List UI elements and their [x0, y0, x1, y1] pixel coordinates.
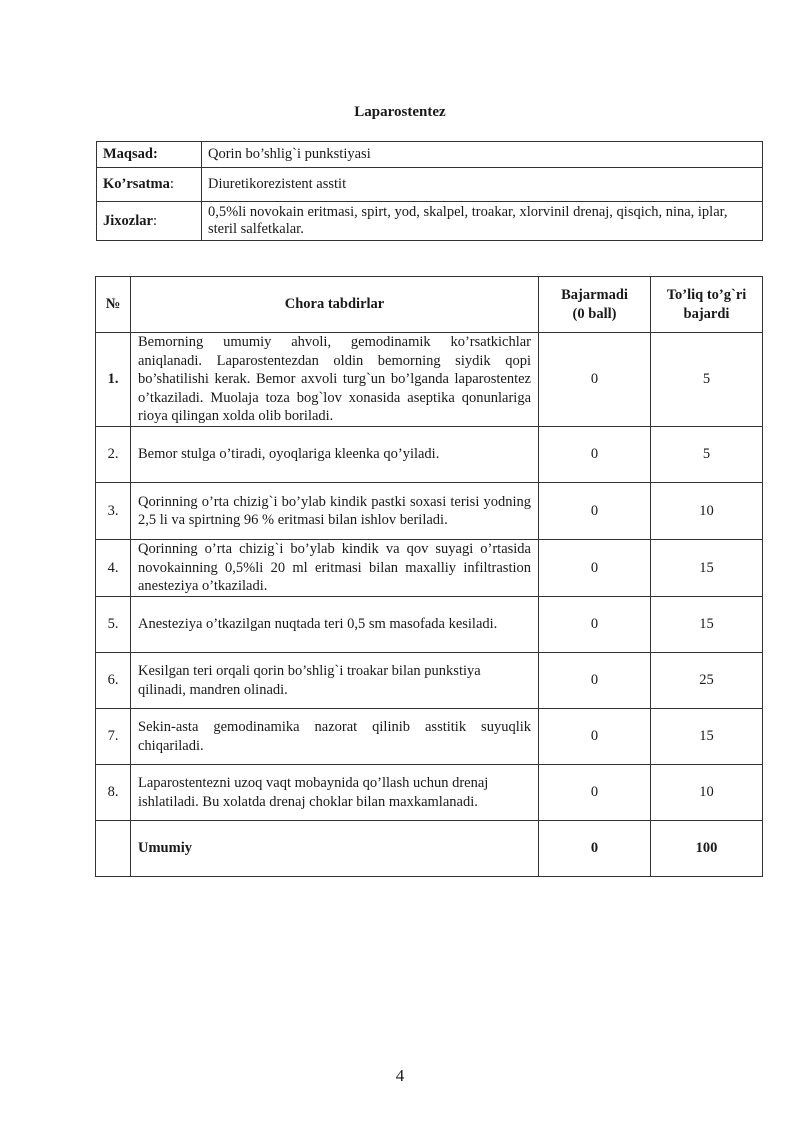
row-number: 2.	[96, 427, 131, 483]
row-done: 15	[651, 709, 763, 765]
row-number: 5.	[96, 597, 131, 653]
header-done	[651, 277, 763, 333]
info-key-korsatma	[97, 168, 202, 202]
info-value-korsatma: Diuretikorezistent asstit	[202, 168, 763, 202]
row-number: 4.	[96, 540, 131, 597]
info-row-korsatma	[97, 168, 763, 202]
header-number: №	[96, 277, 131, 333]
row-number: 6.	[96, 653, 131, 709]
table-row	[96, 540, 763, 597]
info-table	[96, 141, 763, 241]
total-not-done: 0	[539, 821, 651, 877]
row-done: 5	[651, 427, 763, 483]
total-done: 100	[651, 821, 763, 877]
row-done: 15	[651, 540, 763, 597]
steps-header-row	[96, 277, 763, 333]
row-not-done: 0	[539, 427, 651, 483]
row-done: 10	[651, 483, 763, 540]
row-text: Bemorning umumiy ahvoli, gemodinamik ko’rsatkichlar aniqlanadi. Laparostentezdan oldin bemorning siydik qopi bo’shatilishi kerak. Bemor axvoli turg`un bo’lganda laparostentez o’tkaziladi. Muolaja toza bog`lov xonasida aseptika qonunlariga rioya qilingan xolda olib boriladi.	[131, 333, 539, 427]
table-total-row	[96, 821, 763, 877]
row-text: Kesilgan teri orqali qorin bo’shlig`i troakar bilan punkstiya qilinadi, mandren olinadi.	[131, 653, 539, 709]
row-not-done: 0	[539, 483, 651, 540]
table-row	[96, 597, 763, 653]
row-text: Laparostentezni uzoq vaqt mobaynida qo’llash uchun drenaj ishlatiladi. Bu xolatda drenaj choklar bilan maxkamlanadi.	[131, 765, 539, 821]
row-number: 8.	[96, 765, 131, 821]
row-done: 25	[651, 653, 763, 709]
header-done-label: To’liq to’g`ri bajardi	[666, 286, 747, 322]
info-key-label: Ko’rsatma	[103, 176, 170, 192]
row-done: 5	[651, 333, 763, 427]
row-number: 3.	[96, 483, 131, 540]
info-key-maqsad	[97, 142, 202, 168]
row-number: 1.	[96, 333, 131, 427]
info-key-jixozlar	[97, 202, 202, 241]
info-row-jixozlar	[97, 202, 763, 241]
row-text: Bemor stulga o’tiradi, oyoqlariga kleenka qo’yiladi.	[131, 427, 539, 483]
row-not-done: 0	[539, 709, 651, 765]
info-key-colon: :	[169, 176, 174, 192]
page-number: 4	[395, 1066, 405, 1085]
row-not-done: 0	[539, 540, 651, 597]
table-row	[96, 765, 763, 821]
total-label: Umumiy	[131, 821, 539, 877]
info-row-maqsad	[97, 142, 763, 168]
row-text: Anesteziya o’tkazilgan nuqtada teri 0,5 sm masofada kesiladi.	[131, 597, 539, 653]
row-not-done: 0	[539, 333, 651, 427]
steps-table	[95, 276, 763, 877]
total-number-cell	[96, 821, 131, 877]
table-row	[96, 427, 763, 483]
header-not-done	[539, 277, 651, 333]
table-row	[96, 333, 763, 427]
info-key-colon: :	[152, 146, 158, 162]
row-done: 15	[651, 597, 763, 653]
row-number: 7.	[96, 709, 131, 765]
row-text: Sekin-asta gemodinamika nazorat qilinib asstitik suyuqlik chiqariladi.	[131, 709, 539, 765]
table-row	[96, 709, 763, 765]
info-value-maqsad: Qorin bo’shlig`i punkstiyasi	[202, 142, 763, 168]
info-key-label: Jixozlar	[103, 212, 153, 229]
row-text: Qorinning o’rta chizig`i bo’ylab kindik pastki soxasi terisi yodning 2,5 li va spirtning 96 % eritmasi bilan ishlov beriladi.	[131, 483, 539, 540]
row-done: 10	[651, 765, 763, 821]
row-text: Qorinning o’rta chizig`i bo’ylab kindik va qov suyagi o’rtasida novokainning 0,5%li 20 ml eritmasi bilan maxalliy infiltrastion anesteziya o’tkaziladi.	[131, 540, 539, 597]
table-row	[96, 653, 763, 709]
info-key-colon: :	[152, 212, 157, 229]
table-row	[96, 483, 763, 540]
row-not-done: 0	[539, 597, 651, 653]
row-not-done: 0	[539, 653, 651, 709]
header-action: Chora tabdirlar	[131, 277, 539, 333]
info-key-label: Maqsad	[103, 146, 153, 162]
row-not-done: 0	[539, 765, 651, 821]
info-value-jixozlar: 0,5%li novokain eritmasi, spirt, yod, skalpel, troakar, xlorvinil drenaj, qisqich, nina, iplar, steril salfetkalar.	[202, 202, 763, 241]
document-title: Laparostentez	[354, 104, 446, 120]
header-not-done-label: Bajarmadi (0 ball)	[561, 286, 628, 322]
